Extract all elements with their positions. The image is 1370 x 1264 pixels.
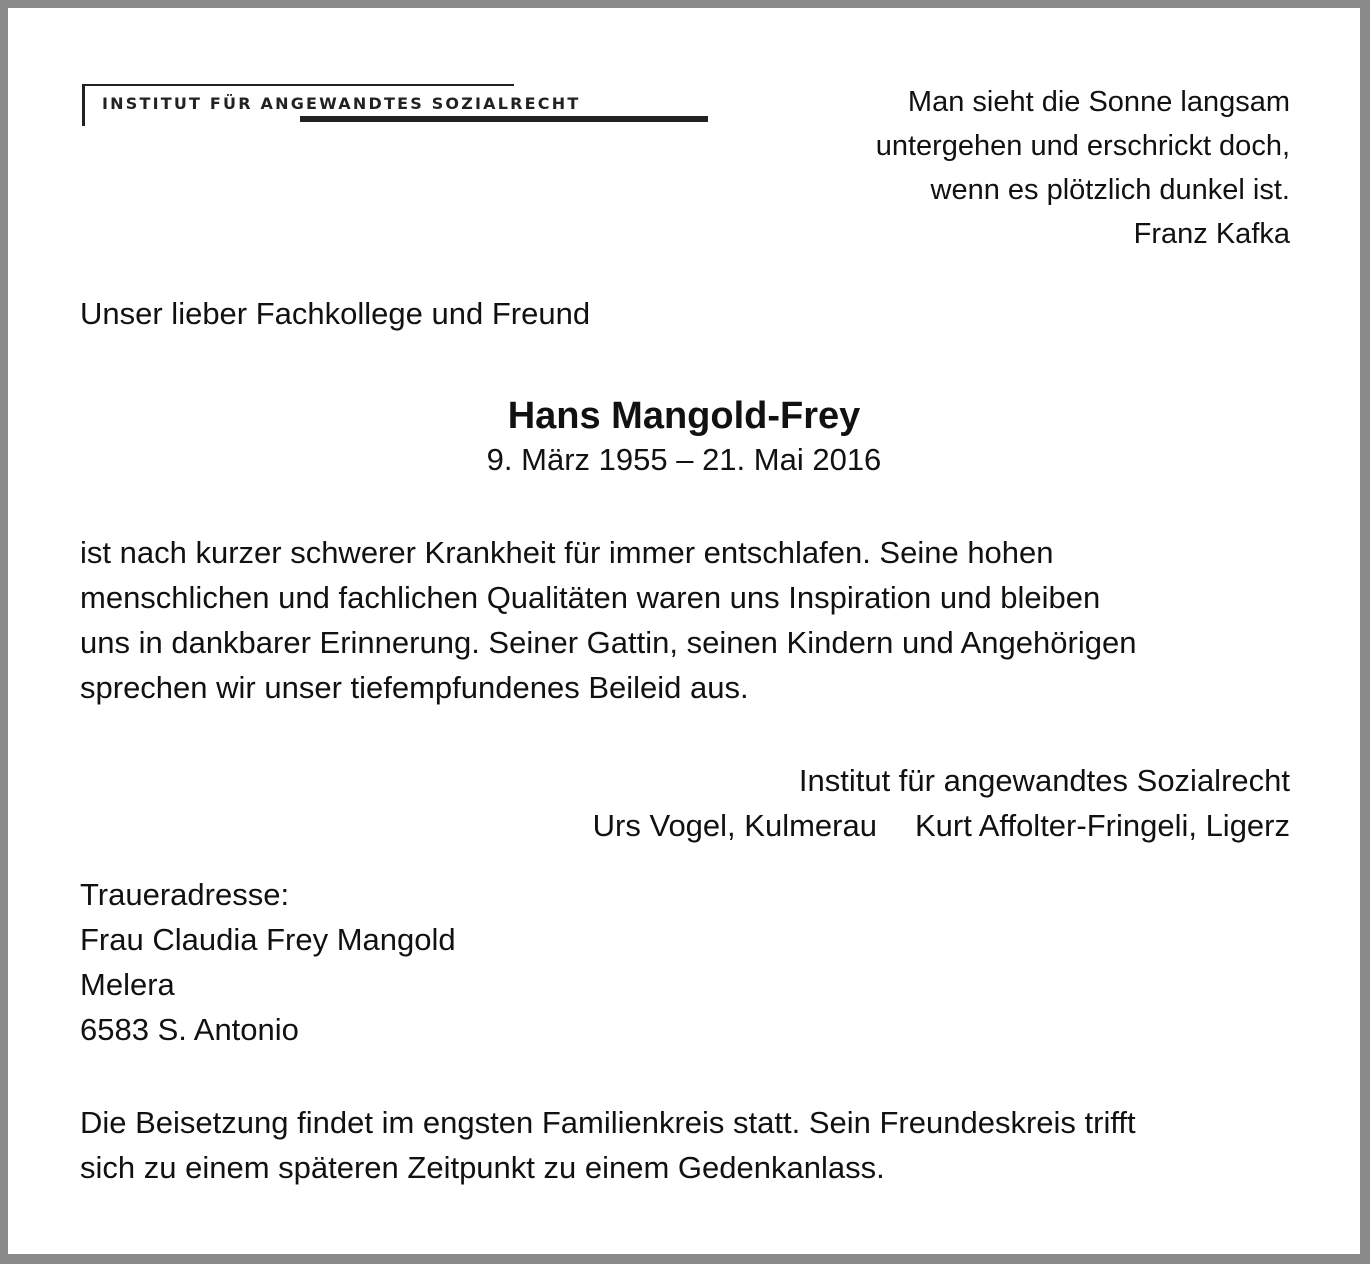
quote-line: Man sieht die Sonne langsam <box>907 86 1290 118</box>
quote-line: wenn es plötzlich dunkel ist. <box>930 174 1290 206</box>
deceased-name: Hans Mangold-Frey <box>507 395 861 437</box>
closing-line: Die Beisetzung findet im engsten Familienkreis statt. Sein Freundeskreis trifft <box>80 1105 1136 1140</box>
obituary-body <box>80 530 1280 710</box>
logo-left-rule <box>82 84 85 126</box>
signer: Urs Vogel, Kulmerau <box>592 808 877 843</box>
signature-names <box>593 803 1290 848</box>
intro-line: Unser lieber Fachkollege und Freund <box>80 296 591 331</box>
signer: Kurt Affolter-Fringeli, Ligerz <box>914 808 1290 843</box>
address-line: Melera <box>80 967 175 1002</box>
funeral-note <box>80 1100 1136 1190</box>
body-line: ist nach kurzer schwerer Krankheit für immer entschlafen. Seine hohen <box>80 535 1054 570</box>
kafka-quote <box>876 80 1290 256</box>
life-dates: 9. März 1955 – 21. Mai 2016 <box>486 442 882 477</box>
logo-top-rule <box>82 84 514 86</box>
quote-line: untergehen und erschrickt doch, <box>875 130 1290 162</box>
address-line: 6583 S. Antonio <box>80 1012 299 1047</box>
address-label: Traueradresse: <box>80 877 290 912</box>
logo-underline-bar <box>300 116 708 122</box>
mourning-address <box>80 872 456 1052</box>
obituary-notice <box>8 8 1360 1254</box>
closing-line: sich zu einem späteren Zeitpunkt zu einem Gedenkanlass. <box>80 1150 885 1185</box>
signature-institution: Institut für angewandtes Sozialrecht <box>798 763 1290 798</box>
quote-author: Franz Kafka <box>1133 218 1290 250</box>
body-line: menschlichen und fachlichen Qualitäten waren uns Inspiration und bleiben <box>80 580 1101 615</box>
address-line: Frau Claudia Frey Mangold <box>80 922 456 957</box>
body-line: uns in dankbarer Erinnerung. Seiner Gattin, seinen Kindern und Angehörigen <box>80 625 1137 660</box>
logo-text: INSTITUT FÜR ANGEWANDTES SOZIALRECHT <box>102 94 581 113</box>
signature-block <box>593 758 1290 848</box>
body-line: sprechen wir unser tiefempfundenes Beileid aus. <box>80 670 749 705</box>
institute-logo <box>82 84 722 136</box>
